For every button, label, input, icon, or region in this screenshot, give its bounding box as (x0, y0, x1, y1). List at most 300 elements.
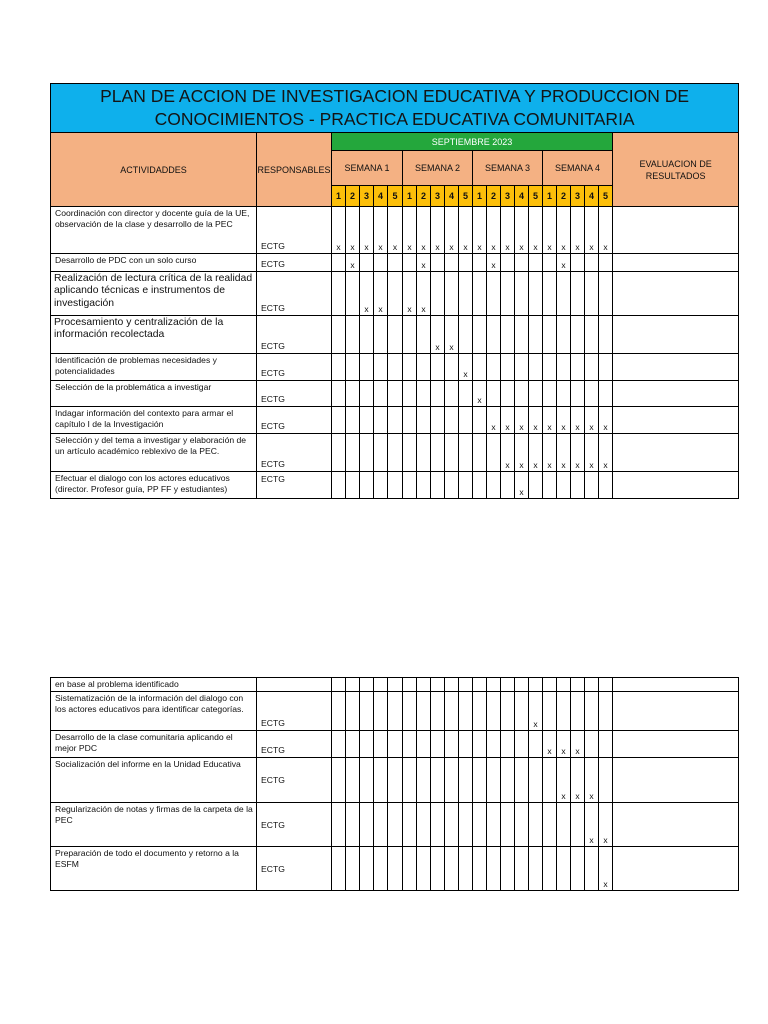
schedule-mark: x (445, 316, 459, 354)
activity-cell: Procesamiento y centralización de la información recolectada (51, 316, 257, 354)
activity-row (51, 381, 739, 407)
evaluation-cell (613, 434, 739, 472)
schedule-cell (585, 847, 599, 891)
schedule-cell (388, 847, 403, 891)
title-line-1: PLAN DE ACCION DE INVESTIGACION EDUCATIVA Y PRODUCCION DE (100, 86, 690, 106)
schedule-mark: x (487, 207, 501, 254)
responsible-cell: ECTG (257, 207, 332, 254)
schedule-mark: x (417, 272, 431, 316)
day-header-w2-d3: 3 (431, 186, 445, 207)
schedule-cell (431, 803, 445, 847)
schedule-mark: x (346, 254, 360, 272)
schedule-mark: x (599, 847, 613, 891)
schedule-mark: x (585, 758, 599, 803)
schedule-cell (388, 272, 403, 316)
schedule-cell (487, 434, 501, 472)
schedule-cell (487, 803, 501, 847)
schedule-cell (332, 254, 346, 272)
schedule-cell (346, 316, 360, 354)
schedule-mark: x (473, 207, 487, 254)
schedule-cell (529, 381, 543, 407)
action-plan-table-continued (50, 677, 739, 891)
schedule-cell (599, 472, 613, 499)
schedule-cell (501, 692, 515, 731)
schedule-mark: x (501, 407, 515, 434)
schedule-cell (346, 472, 360, 499)
schedule-cell (529, 272, 543, 316)
schedule-cell (543, 316, 557, 354)
schedule-cell (346, 758, 360, 803)
schedule-cell (487, 272, 501, 316)
schedule-cell (459, 272, 473, 316)
schedule-cell (487, 692, 501, 731)
schedule-cell (501, 381, 515, 407)
schedule-cell (473, 316, 487, 354)
evaluation-cell (613, 354, 739, 381)
day-header-w4-d3: 3 (571, 186, 585, 207)
schedule-cell (585, 472, 599, 499)
schedule-mark: x (417, 207, 431, 254)
schedule-cell (431, 272, 445, 316)
schedule-cell (360, 254, 374, 272)
schedule-mark: x (585, 434, 599, 472)
evaluation-cell (613, 472, 739, 499)
schedule-cell (487, 316, 501, 354)
day-header-w3-d5: 5 (529, 186, 543, 207)
schedule-cell (332, 692, 346, 731)
schedule-cell (515, 678, 529, 692)
schedule-cell (487, 847, 501, 891)
schedule-cell (501, 272, 515, 316)
schedule-cell (459, 731, 473, 758)
document-title (51, 84, 739, 133)
responsible-header: RESPONSABLES (257, 133, 332, 207)
schedule-cell (403, 381, 417, 407)
schedule-cell (403, 758, 417, 803)
schedule-cell (459, 803, 473, 847)
schedule-cell (585, 381, 599, 407)
schedule-mark: x (403, 207, 417, 254)
schedule-cell (557, 272, 571, 316)
schedule-cell (529, 316, 543, 354)
day-header-w3-d4: 4 (515, 186, 529, 207)
schedule-cell (473, 731, 487, 758)
responsible-cell: ECTG (257, 803, 332, 847)
schedule-mark: x (571, 434, 585, 472)
schedule-cell (332, 434, 346, 472)
day-header-w1-d2: 2 (346, 186, 360, 207)
schedule-cell (445, 758, 459, 803)
schedule-cell (346, 678, 360, 692)
schedule-cell (445, 731, 459, 758)
schedule-cell (487, 678, 501, 692)
schedule-cell (360, 354, 374, 381)
schedule-cell (501, 731, 515, 758)
schedule-cell (529, 354, 543, 381)
schedule-cell (346, 272, 360, 316)
activity-cell: Sistematización de la información del dialogo con los actores educativos para identificar categorías. (51, 692, 257, 731)
schedule-cell (360, 407, 374, 434)
schedule-mark: x (515, 434, 529, 472)
schedule-cell (515, 758, 529, 803)
schedule-mark: x (543, 731, 557, 758)
schedule-cell (585, 692, 599, 731)
schedule-cell (459, 678, 473, 692)
week-2-header: SEMANA 2 (403, 151, 473, 186)
schedule-cell (360, 758, 374, 803)
activity-row (51, 731, 739, 758)
schedule-mark: x (332, 207, 346, 254)
schedule-cell (374, 472, 388, 499)
schedule-cell (445, 847, 459, 891)
schedule-cell (374, 254, 388, 272)
schedule-cell (346, 847, 360, 891)
schedule-mark: x (529, 407, 543, 434)
responsible-cell: ECTG (257, 731, 332, 758)
schedule-cell (571, 354, 585, 381)
schedule-mark: x (360, 207, 374, 254)
schedule-cell (599, 316, 613, 354)
activity-cell: Desarrollo de PDC con un solo curso (51, 254, 257, 272)
schedule-cell (529, 678, 543, 692)
schedule-mark: x (543, 207, 557, 254)
schedule-cell (388, 803, 403, 847)
schedule-cell (501, 847, 515, 891)
schedule-cell (529, 758, 543, 803)
schedule-cell (599, 254, 613, 272)
schedule-cell (445, 803, 459, 847)
schedule-mark: x (599, 207, 613, 254)
schedule-cell (585, 316, 599, 354)
day-header-w2-d1: 1 (403, 186, 417, 207)
schedule-cell (473, 272, 487, 316)
schedule-cell (515, 847, 529, 891)
schedule-cell (445, 434, 459, 472)
day-header-w3-d2: 2 (487, 186, 501, 207)
responsible-cell: ECTG (257, 758, 332, 803)
schedule-mark: x (459, 354, 473, 381)
schedule-cell (473, 254, 487, 272)
schedule-cell (360, 381, 374, 407)
day-header-w3-d3: 3 (501, 186, 515, 207)
schedule-cell (403, 354, 417, 381)
schedule-cell (571, 847, 585, 891)
schedule-mark: x (585, 407, 599, 434)
schedule-cell (403, 731, 417, 758)
schedule-mark: x (571, 758, 585, 803)
schedule-cell (431, 731, 445, 758)
action-plan-table (50, 83, 739, 499)
month-header: SEPTIEMBRE 2023 (332, 133, 613, 151)
schedule-cell (543, 272, 557, 316)
schedule-cell (332, 847, 346, 891)
schedule-cell (599, 692, 613, 731)
schedule-cell (599, 354, 613, 381)
schedule-cell (346, 803, 360, 847)
schedule-cell (332, 731, 346, 758)
schedule-cell (374, 847, 388, 891)
schedule-cell (459, 407, 473, 434)
activity-cell: Indagar información del contexto para armar el capítulo I de la Investigación (51, 407, 257, 434)
schedule-cell (332, 472, 346, 499)
schedule-cell (417, 354, 431, 381)
day-header-w1-d5: 5 (388, 186, 403, 207)
schedule-mark: x (374, 207, 388, 254)
schedule-mark: x (473, 381, 487, 407)
schedule-mark: x (557, 254, 571, 272)
schedule-cell (557, 354, 571, 381)
schedule-cell (403, 407, 417, 434)
schedule-cell (346, 354, 360, 381)
schedule-cell (543, 254, 557, 272)
schedule-cell (571, 472, 585, 499)
schedule-cell (501, 758, 515, 803)
schedule-cell (360, 731, 374, 758)
schedule-cell (473, 354, 487, 381)
activity-row (51, 407, 739, 434)
schedule-cell (403, 803, 417, 847)
title-row (51, 84, 739, 133)
schedule-cell (360, 472, 374, 499)
schedule-cell (417, 692, 431, 731)
schedule-mark: x (599, 803, 613, 847)
evaluation-cell (613, 207, 739, 254)
schedule-cell (515, 803, 529, 847)
schedule-cell (571, 316, 585, 354)
schedule-cell (417, 434, 431, 472)
day-header-w4-d2: 2 (557, 186, 571, 207)
schedule-cell (599, 678, 613, 692)
activity-cell: Socialización del informe en la Unidad Educativa (51, 758, 257, 803)
schedule-mark: x (403, 272, 417, 316)
schedule-cell (529, 803, 543, 847)
schedule-mark: x (501, 207, 515, 254)
responsible-cell: ECTG (257, 692, 332, 731)
schedule-cell (374, 407, 388, 434)
activities-header: ACTIVIDADDES (51, 133, 257, 207)
activity-cell: Efectuar el dialogo con los actores educativos (director. Profesor guía, PP FF y estudiantes) (51, 472, 257, 499)
activity-row (51, 272, 739, 316)
schedule-mark: x (571, 407, 585, 434)
schedule-mark: x (585, 207, 599, 254)
schedule-cell (417, 847, 431, 891)
schedule-mark: x (585, 803, 599, 847)
schedule-mark: x (543, 407, 557, 434)
schedule-cell (388, 434, 403, 472)
schedule-cell (445, 692, 459, 731)
activity-cell: Desarrollo de la clase comunitaria aplicando el mejor PDC (51, 731, 257, 758)
day-header-w4-d5: 5 (599, 186, 613, 207)
responsible-cell: ECTG (257, 316, 332, 354)
evaluation-cell (613, 254, 739, 272)
activity-cell: en base al problema identificado (51, 678, 257, 692)
schedule-cell (543, 381, 557, 407)
activity-row (51, 678, 739, 692)
schedule-cell (388, 678, 403, 692)
schedule-cell (374, 354, 388, 381)
schedule-mark: x (431, 316, 445, 354)
day-header-w3-d1: 1 (473, 186, 487, 207)
schedule-cell (585, 254, 599, 272)
schedule-cell (557, 678, 571, 692)
schedule-cell (501, 354, 515, 381)
schedule-cell (403, 316, 417, 354)
schedule-cell (360, 692, 374, 731)
responsible-cell: ECTG (257, 434, 332, 472)
schedule-mark: x (529, 207, 543, 254)
schedule-cell (332, 316, 346, 354)
schedule-cell (473, 847, 487, 891)
schedule-cell (459, 692, 473, 731)
schedule-cell (445, 407, 459, 434)
week-3-header: SEMANA 3 (473, 151, 543, 186)
schedule-cell (388, 354, 403, 381)
schedule-mark: x (417, 254, 431, 272)
schedule-cell (459, 472, 473, 499)
schedule-cell (487, 472, 501, 499)
schedule-cell (543, 354, 557, 381)
schedule-cell (557, 803, 571, 847)
schedule-cell (571, 381, 585, 407)
schedule-cell (543, 803, 557, 847)
schedule-cell (529, 254, 543, 272)
schedule-cell (445, 254, 459, 272)
schedule-cell (388, 381, 403, 407)
schedule-cell (459, 254, 473, 272)
evaluation-cell (613, 381, 739, 407)
schedule-cell (585, 354, 599, 381)
schedule-mark: x (487, 407, 501, 434)
schedule-cell (346, 731, 360, 758)
activity-row (51, 803, 739, 847)
schedule-cell (332, 354, 346, 381)
schedule-cell (332, 678, 346, 692)
schedule-cell (431, 692, 445, 731)
schedule-cell (501, 254, 515, 272)
schedule-cell (515, 731, 529, 758)
schedule-cell (529, 731, 543, 758)
activity-row (51, 472, 739, 499)
schedule-cell (374, 678, 388, 692)
schedule-cell (543, 847, 557, 891)
activity-cell: Regularización de notas y firmas de la carpeta de la PEC (51, 803, 257, 847)
activity-row (51, 316, 739, 354)
schedule-cell (515, 254, 529, 272)
day-header-w4-d4: 4 (585, 186, 599, 207)
schedule-cell (543, 472, 557, 499)
evaluation-header: EVALUACION DE RESULTADOS (613, 133, 739, 207)
schedule-cell (388, 407, 403, 434)
evaluation-cell (613, 407, 739, 434)
schedule-cell (501, 678, 515, 692)
activity-row (51, 207, 739, 254)
schedule-mark: x (445, 207, 459, 254)
schedule-mark: x (599, 407, 613, 434)
schedule-cell (459, 758, 473, 803)
responsible-cell: ECTG (257, 272, 332, 316)
schedule-cell (487, 731, 501, 758)
schedule-cell (459, 316, 473, 354)
schedule-cell (374, 731, 388, 758)
day-header-w2-d2: 2 (417, 186, 431, 207)
schedule-mark: x (529, 434, 543, 472)
schedule-mark: x (515, 407, 529, 434)
schedule-mark: x (360, 272, 374, 316)
schedule-cell (571, 272, 585, 316)
responsible-cell: ECTG (257, 354, 332, 381)
schedule-cell (459, 847, 473, 891)
schedule-cell (543, 692, 557, 731)
schedule-cell (388, 316, 403, 354)
schedule-cell (431, 847, 445, 891)
schedule-cell (346, 692, 360, 731)
schedule-cell (360, 434, 374, 472)
schedule-cell (388, 254, 403, 272)
schedule-cell (571, 254, 585, 272)
schedule-cell (445, 472, 459, 499)
schedule-cell (571, 678, 585, 692)
week-4-header: SEMANA 4 (543, 151, 613, 186)
schedule-cell (473, 434, 487, 472)
schedule-mark: x (346, 207, 360, 254)
schedule-cell (501, 316, 515, 354)
schedule-mark: x (459, 207, 473, 254)
schedule-cell (374, 692, 388, 731)
schedule-cell (388, 758, 403, 803)
schedule-cell (431, 434, 445, 472)
schedule-cell (417, 407, 431, 434)
schedule-cell (346, 381, 360, 407)
schedule-cell (403, 692, 417, 731)
schedule-cell (459, 434, 473, 472)
schedule-cell (417, 731, 431, 758)
schedule-mark: x (557, 407, 571, 434)
schedule-cell (543, 678, 557, 692)
schedule-cell (431, 472, 445, 499)
schedule-cell (332, 272, 346, 316)
schedule-mark: x (388, 207, 403, 254)
schedule-cell (388, 472, 403, 499)
activity-cell: Identificación de problemas necesidades y potencialidades (51, 354, 257, 381)
activity-row (51, 847, 739, 891)
schedule-cell (557, 692, 571, 731)
schedule-cell (388, 692, 403, 731)
month-header-row (51, 133, 739, 151)
schedule-cell (599, 381, 613, 407)
schedule-cell (529, 472, 543, 499)
activity-cell: Realización de lectura crítica de la realidad aplicando técnicas e instrumentos de investigación (51, 272, 257, 316)
schedule-mark: x (543, 434, 557, 472)
evaluation-cell (613, 678, 739, 692)
schedule-cell (515, 272, 529, 316)
schedule-cell (417, 678, 431, 692)
schedule-cell (515, 316, 529, 354)
schedule-cell (360, 316, 374, 354)
schedule-cell (374, 758, 388, 803)
day-header-w1-d4: 4 (374, 186, 388, 207)
evaluation-cell (613, 803, 739, 847)
day-header-w1-d3: 3 (360, 186, 374, 207)
schedule-cell (515, 692, 529, 731)
schedule-cell (501, 472, 515, 499)
activity-cell: Coordinación con director y docente guía de la UE, observación de la clase y desarrollo de la PEC (51, 207, 257, 254)
activity-cell: Selección de la problemática a investigar (51, 381, 257, 407)
schedule-mark: x (599, 434, 613, 472)
schedule-cell (557, 472, 571, 499)
schedule-cell (501, 803, 515, 847)
schedule-cell (487, 354, 501, 381)
evaluation-cell (613, 316, 739, 354)
